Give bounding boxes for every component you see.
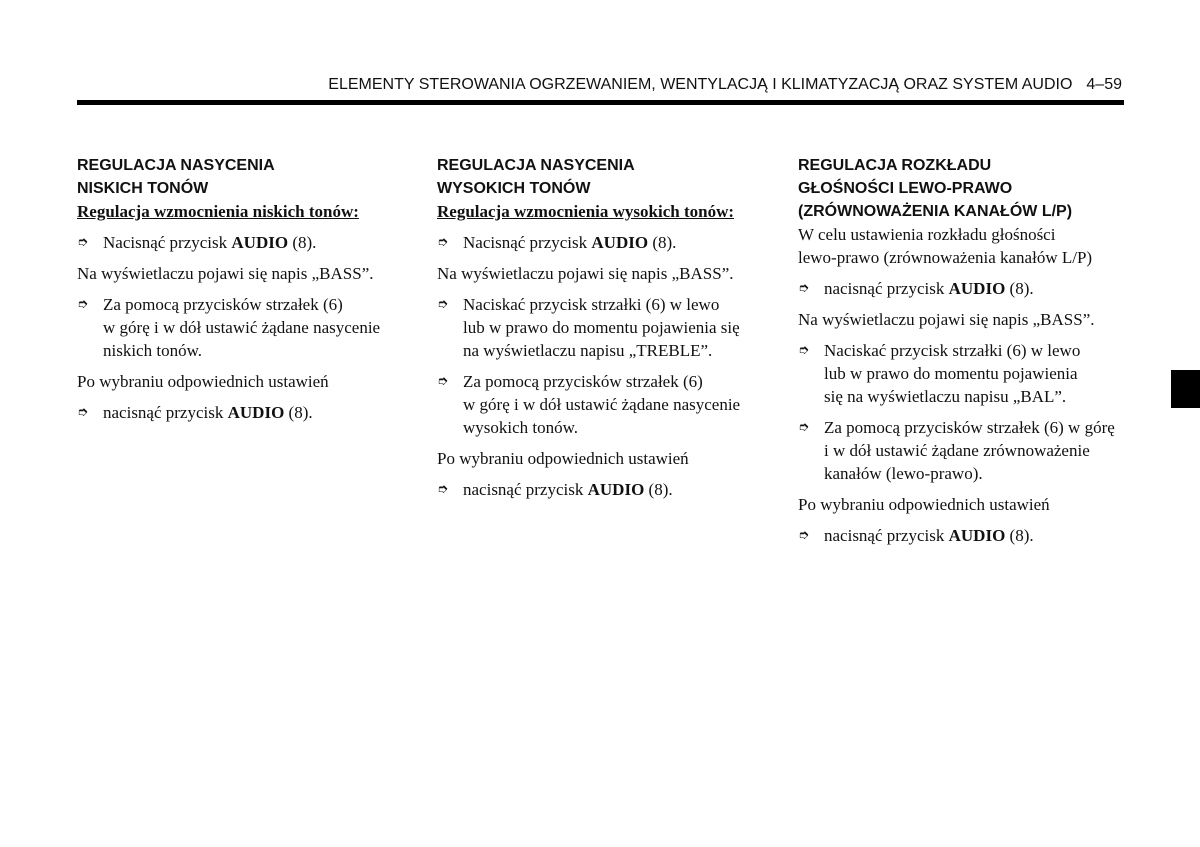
button-name: AUDIO bbox=[227, 403, 285, 422]
section-subheading: Regulacja wzmocnienia niskich tonów: bbox=[77, 202, 359, 221]
arrow-icon: ➮ bbox=[798, 281, 809, 296]
instruction-step bbox=[798, 524, 1133, 547]
intro-paragraph bbox=[798, 223, 1133, 269]
step-text bbox=[103, 231, 412, 254]
step-text-part: nacisnąć przycisk bbox=[824, 526, 949, 545]
paragraph: Na wyświetlaczu pojawi się napis „BASS”. bbox=[77, 264, 374, 283]
arrow-icon: ➮ bbox=[798, 420, 809, 435]
step-line: Za pomocą przycisków strzałek (6) bbox=[463, 372, 703, 391]
step-text-part: (8). bbox=[648, 233, 677, 252]
step-line: i w dół ustawić żądane zrównoważenie bbox=[824, 441, 1090, 460]
step-text bbox=[824, 416, 1133, 485]
chapter-thumb-tab bbox=[1171, 370, 1200, 408]
step-text bbox=[463, 293, 772, 362]
instruction-step bbox=[437, 293, 772, 362]
arrow-icon: ➮ bbox=[437, 235, 448, 250]
step-line: Naciskać przycisk strzałki (6) w lewo bbox=[824, 341, 1081, 360]
step-line: Za pomocą przycisków strzałek (6) bbox=[103, 295, 343, 314]
step-line: się na wyświetlaczu napisu „BAL”. bbox=[824, 387, 1067, 406]
instruction-step bbox=[798, 339, 1133, 408]
heading-line: REGULACJA NASYCENIA bbox=[77, 157, 275, 174]
arrow-icon: ➮ bbox=[77, 405, 88, 420]
instruction-step bbox=[437, 370, 772, 439]
step-text-part: (8). bbox=[1005, 526, 1034, 545]
paragraph: Na wyświetlaczu pojawi się napis „BASS”. bbox=[437, 264, 734, 283]
instruction-step bbox=[77, 293, 412, 362]
step-line: kanałów (lewo-prawo). bbox=[824, 464, 983, 483]
header-title: ELEMENTY STEROWANIA OGRZEWANIEM, WENTYLACJĄ I KLIMATYZACJĄ ORAZ SYSTEM AUDIO bbox=[328, 76, 1073, 93]
step-line: lub w prawo do momentu pojawienia bbox=[824, 364, 1078, 383]
page-number: 4–59 bbox=[1086, 76, 1122, 93]
intro-line: lewo-prawo (zrównoważenia kanałów L/P) bbox=[798, 248, 1093, 267]
intro-line: W celu ustawienia rozkładu głośności bbox=[798, 225, 1056, 244]
step-text-part: (8). bbox=[288, 233, 317, 252]
heading-line: WYSOKICH TONÓW bbox=[437, 180, 591, 197]
step-text-part: (8). bbox=[284, 403, 313, 422]
arrow-icon: ➮ bbox=[798, 343, 809, 358]
button-name: AUDIO bbox=[948, 526, 1006, 545]
step-text bbox=[463, 370, 772, 439]
paragraph: Po wybraniu odpowiednich ustawień bbox=[77, 372, 329, 391]
paragraph: Po wybraniu odpowiednich ustawień bbox=[798, 495, 1050, 514]
step-text bbox=[824, 339, 1133, 408]
button-name: AUDIO bbox=[591, 233, 649, 252]
step-text-part: Nacisnąć przycisk bbox=[103, 233, 232, 252]
button-name: AUDIO bbox=[231, 233, 289, 252]
step-text bbox=[103, 401, 412, 424]
step-line: lub w prawo do momentu pojawienia się bbox=[463, 318, 740, 337]
instruction-step bbox=[798, 416, 1133, 485]
arrow-icon: ➮ bbox=[437, 374, 448, 389]
section-treble bbox=[437, 154, 772, 501]
step-line: wysokich tonów. bbox=[463, 418, 579, 437]
section-heading bbox=[437, 154, 772, 200]
instruction-step bbox=[437, 231, 772, 254]
step-text-part: (8). bbox=[1005, 279, 1034, 298]
step-text bbox=[824, 277, 1133, 300]
step-line: Za pomocą przycisków strzałek (6) w górę bbox=[824, 418, 1115, 437]
running-header bbox=[328, 76, 1122, 94]
step-line: w górę i w dół ustawić żądane nasycenie bbox=[103, 318, 381, 337]
step-line: na wyświetlaczu napisu „TREBLE”. bbox=[463, 341, 713, 360]
section-balance bbox=[798, 154, 1133, 547]
heading-line: REGULACJA NASYCENIA bbox=[437, 157, 635, 174]
button-name: AUDIO bbox=[948, 279, 1006, 298]
heading-line: GŁOŚNOŚCI LEWO-PRAWO bbox=[798, 180, 1013, 197]
header-divider bbox=[77, 100, 1124, 105]
step-text bbox=[463, 478, 772, 501]
arrow-icon: ➮ bbox=[437, 297, 448, 312]
instruction-step bbox=[437, 478, 772, 501]
step-line: niskich tonów. bbox=[103, 341, 203, 360]
section-bass bbox=[77, 154, 412, 424]
arrow-icon: ➮ bbox=[77, 297, 88, 312]
heading-line: NISKICH TONÓW bbox=[77, 180, 209, 197]
step-text bbox=[824, 524, 1133, 547]
instruction-step bbox=[77, 401, 412, 424]
step-text-part: Nacisnąć przycisk bbox=[463, 233, 592, 252]
arrow-icon: ➮ bbox=[798, 528, 809, 543]
heading-line: (ZRÓWNOWAŻENIA KANAŁÓW L/P) bbox=[798, 203, 1073, 220]
paragraph: Po wybraniu odpowiednich ustawień bbox=[437, 449, 689, 468]
section-heading bbox=[798, 154, 1133, 223]
step-text-part: nacisnąć przycisk bbox=[463, 480, 588, 499]
paragraph: Na wyświetlaczu pojawi się napis „BASS”. bbox=[798, 310, 1095, 329]
step-text bbox=[103, 293, 412, 362]
button-name: AUDIO bbox=[587, 480, 645, 499]
step-text-part: nacisnąć przycisk bbox=[824, 279, 949, 298]
arrow-icon: ➮ bbox=[77, 235, 88, 250]
instruction-step bbox=[77, 231, 412, 254]
instruction-step bbox=[798, 277, 1133, 300]
heading-line: REGULACJA ROZKŁADU bbox=[798, 157, 992, 174]
step-text bbox=[463, 231, 772, 254]
section-heading bbox=[77, 154, 412, 200]
step-line: Naciskać przycisk strzałki (6) w lewo bbox=[463, 295, 720, 314]
section-subheading: Regulacja wzmocnienia wysokich tonów: bbox=[437, 202, 735, 221]
step-line: w górę i w dół ustawić żądane nasycenie bbox=[463, 395, 741, 414]
step-text-part: nacisnąć przycisk bbox=[103, 403, 228, 422]
step-text-part: (8). bbox=[644, 480, 673, 499]
arrow-icon: ➮ bbox=[437, 482, 448, 497]
